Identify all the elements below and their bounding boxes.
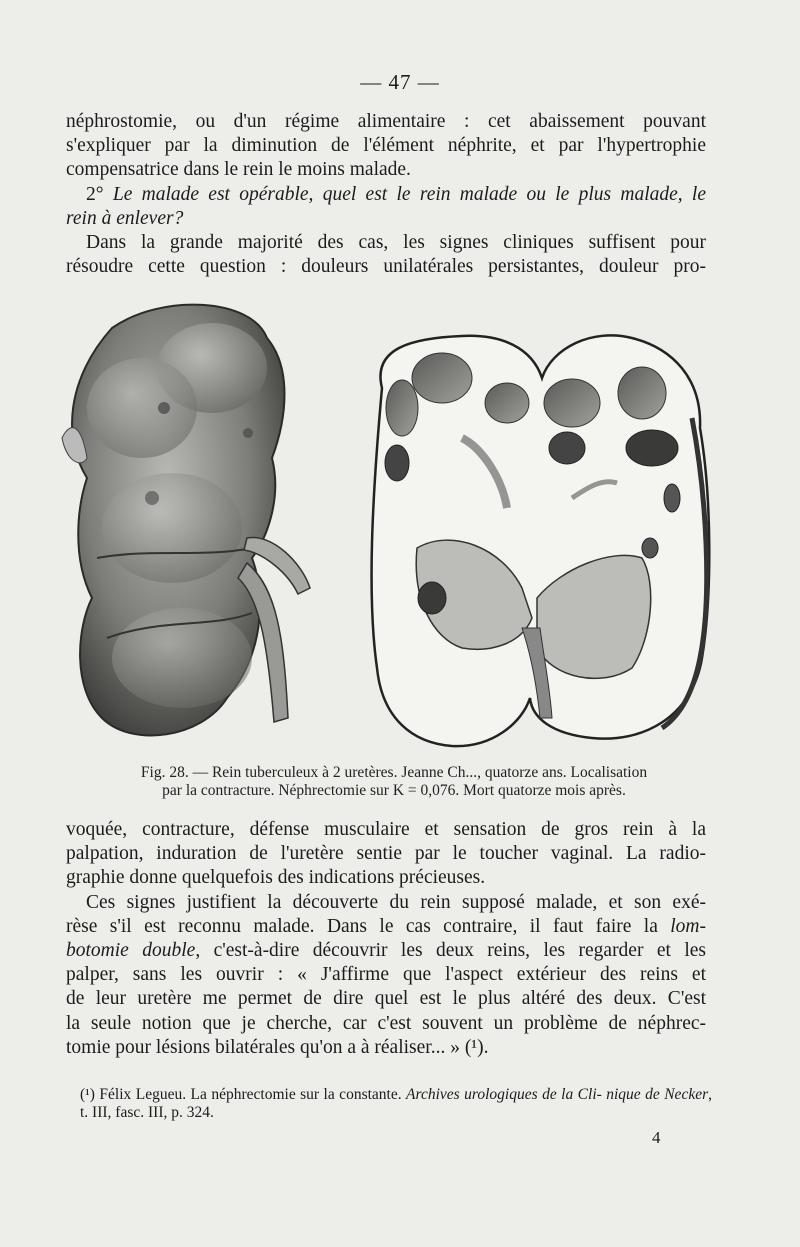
text-line: palper, sans les ouvrir : « J'affirme que l'aspect extérieur des reins et (66, 964, 706, 986)
text-line (66, 939, 706, 963)
text-block-bottom (66, 818, 706, 1060)
text-line: résoudre cette question : douleurs unilatérales persistantes, douleur pro- (66, 256, 706, 278)
question-line (66, 183, 706, 207)
text-line: s'expliquer par la diminution de l'élément néphrite, et par l'hypertrophie (66, 135, 706, 157)
figure-caption (74, 764, 714, 799)
question-text: rein à enlever? (66, 207, 184, 229)
text-line: Ces signes justifient la découverte du rein supposé malade, et son exé- (86, 891, 706, 913)
question-text: Le malade est opérable, quel est le rein malade ou le plus malade, le (112, 183, 707, 205)
text-line: néphrostomie, ou d'un régime alimentaire : cet abaissement pouvant (66, 111, 706, 132)
text-line: graphie donne quelquefois des indications précieuses. (66, 867, 486, 889)
caption-line: Fig. 28. — Rein tuberculeux à 2 uretères. Jeanne Ch..., quatorze ans. Localisation (140, 764, 648, 781)
text-segment: rèse s'il est reconnu malade. Dans le cas contraire, il faut faire la (66, 915, 658, 937)
text-line: la seule notion que je cherche, car c'est souvent un problème de néphrec- (66, 1012, 706, 1034)
caption-line: par la contracture. Néphrectomie sur K = 0,076. Mort quatorze mois après. (162, 781, 626, 799)
footnote-text: , t. III, fasc. III, p. 324. (80, 1086, 712, 1121)
footnote-text: (¹) Félix Legueu. La néphrectomie sur la constante. (80, 1086, 402, 1103)
footnote (80, 1086, 712, 1122)
footnote-journal: Archives urologiques de la Cli- (406, 1086, 602, 1103)
text-line: de leur uretère me permet de dire quel est le plus altéré des deux. C'est (66, 988, 706, 1010)
text-line: voquée, contracture, défense musculaire et sensation de gros rein à la (66, 819, 706, 840)
whole-kidney (62, 305, 310, 736)
kidney-illustration (52, 298, 712, 754)
question-line (66, 207, 706, 231)
text-line: palpation, induration de l'uretère sentie par le toucher vaginal. La radio- (66, 843, 706, 865)
text-block-top (66, 110, 706, 279)
text-line: tomie pour lésions bilatérales qu'on a à réaliser... » (¹). (66, 1036, 489, 1058)
text-segment: , c'est-à-dire découvrir les deux reins, les regarder et les (195, 940, 706, 962)
question-number: 2° (86, 183, 104, 205)
signature-mark: 4 (652, 1128, 661, 1147)
footnote-journal: nique de Necker (606, 1086, 709, 1103)
text-segment: lom- (670, 915, 707, 937)
text-segment: botomie double (66, 940, 196, 962)
text-line: Dans la grande majorité des cas, les signes cliniques suffisent pour (86, 232, 706, 254)
text-line (66, 915, 706, 939)
text-line: compensatrice dans le rein le moins malade. (66, 159, 411, 181)
page-number: — 47 — (360, 70, 440, 94)
sectioned-kidney (372, 335, 710, 746)
